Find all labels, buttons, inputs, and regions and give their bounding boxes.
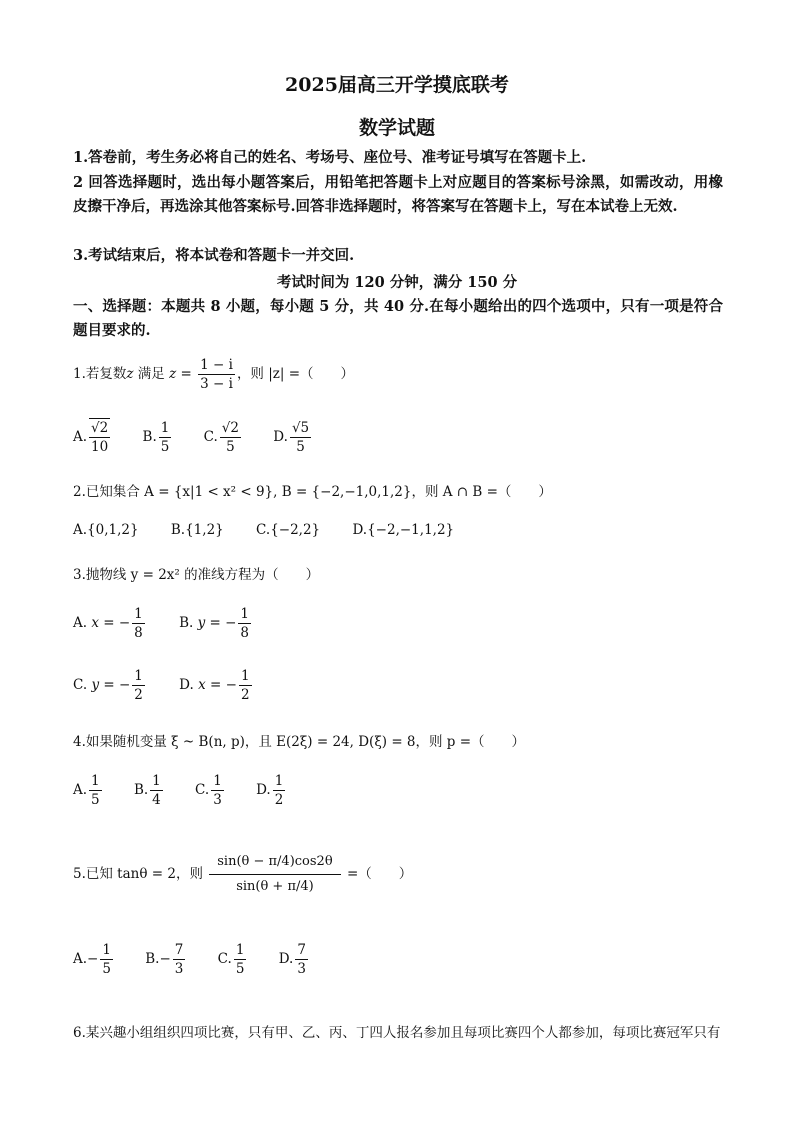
q1-fraction: $\frac{1 - i}{3 - i}$ [200, 357, 233, 392]
q2-options [73, 522, 454, 538]
q2-option-d[interactable]: D.{−2,−1,1,2} [352, 522, 455, 538]
q5-options [73, 941, 310, 978]
question-6: 6.某兴趣小组组织四项比赛，只有甲、乙、丙、丁四人报名参加且每项比赛四个人都参加，每项比赛冠军只有 [73, 1025, 721, 1041]
q1-var: z [126, 366, 134, 382]
instruction-3: 3.考试结束后，将本试卷和答题卡一并交回. [73, 247, 355, 264]
subject-title: 数学试题 [358, 117, 435, 139]
question-4: 4.如果随机变量 ξ ~ B(n, p)，且 E(2ξ) = 24, D(ξ) = 8，则 p =（ ） [73, 734, 526, 750]
q1-option-d[interactable]: D. $\frac{√5}{5}$ [273, 419, 310, 455]
q1-options [73, 418, 313, 456]
q1-option-c[interactable]: C. $\frac{√2}{5}$ [203, 419, 239, 455]
q3-option-d[interactable]: D. x = − $\frac{1}{2}$ [179, 668, 250, 703]
q1-lhs: z = [169, 366, 192, 382]
q1-tail: ，则 |z| =（ ） [236, 366, 355, 382]
q5-option-d[interactable]: D. $\frac{7}{3}$ [278, 942, 306, 977]
q4-option-c[interactable]: C. $\frac{1}{3}$ [195, 773, 222, 808]
q4-option-a[interactable]: A. $\frac{1}{5}$ [73, 773, 100, 808]
q1-option-b[interactable]: B. $\frac{1}{5}$ [142, 419, 170, 455]
instruction-1: 1.答卷前，考生务必将自己的姓名、考场号、座位号、准考证号填写在答题卡上. [73, 149, 587, 166]
q5-option-a[interactable]: A.− $\frac{1}{5}$ [73, 942, 111, 977]
q2-option-c[interactable]: C.{−2,2} [256, 522, 321, 538]
q3-option-a[interactable]: A. x = − $\frac{1}{8}$ [73, 606, 143, 641]
instruction-2: 2 回答选择题时，选出每小题答案后，用铅笔把答题卡上对应题目的答案标号涂黑，如需改动，用橡皮擦干净后，再选涂其他答案标号.回答非选择题时，将答案写在答题卡上，写在本试卷上无效. [73, 174, 723, 215]
time-note: 考试时间为 120 分钟，满分 150 分 [276, 274, 518, 291]
q5-option-b[interactable]: B.− $\frac{7}{3}$ [145, 942, 184, 977]
q5-option-c[interactable]: C. $\frac{1}{5}$ [217, 942, 245, 977]
section-one-heading: 一、选择题：本题共 8 小题，每小题 5 分，共 40 分.在每小题给出的四个选项中，只有一项是符合题目要求的. [73, 298, 723, 339]
q1-option-a[interactable]: A. $\frac{√2}{10}$ [73, 420, 109, 455]
q3-options-row1 [73, 605, 253, 642]
q1-mid: 满足 [133, 366, 170, 382]
q3-options-row2 [73, 667, 254, 704]
q3-option-b[interactable]: B. y = − $\frac{1}{8}$ [179, 606, 250, 641]
question-2: 2.已知集合 A = {x|1 < x² < 9}, B = {−2,−1,0,1,2}，则 A ∩ B =（ ） [73, 484, 552, 500]
q5-fraction: $\frac{\sin(\theta - \pi/4)\cos 2\theta}{\sin(\theta + \pi/4)}$ [209, 850, 340, 899]
exam-title: 2025届高三开学摸底联考 [285, 74, 509, 96]
q5-tail: =（ ） [346, 866, 413, 882]
q4-options [73, 772, 287, 809]
q1-prefix: 1.若复数 [73, 366, 127, 382]
q4-option-b[interactable]: B. $\frac{1}{4}$ [133, 773, 161, 808]
q5-prefix: 5.已知 tanθ = 2，则 [73, 866, 203, 882]
question-3: 3.抛物线 y = 2x² 的准线方程为（ ） [73, 567, 320, 583]
q2-option-a[interactable]: A.{0,1,2} [73, 522, 139, 538]
q2-option-b[interactable]: B.{1,2} [170, 522, 224, 538]
question-1 [73, 356, 354, 393]
q4-option-d[interactable]: D. $\frac{1}{2}$ [256, 773, 284, 808]
q3-option-c[interactable]: C. y = − $\frac{1}{2}$ [73, 668, 143, 703]
question-5 [73, 850, 412, 899]
